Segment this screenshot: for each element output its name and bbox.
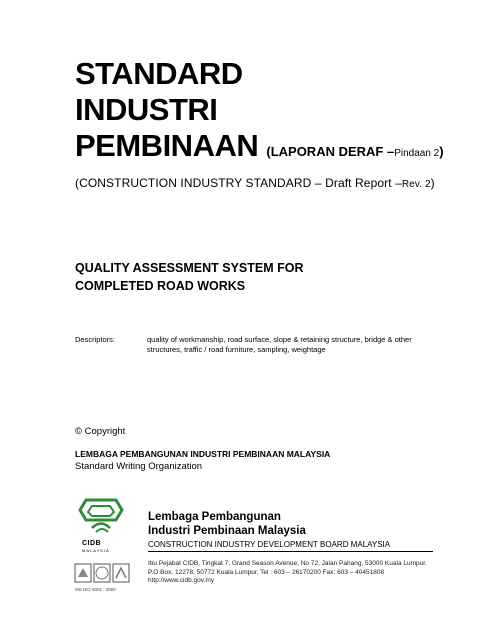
organization-role: Standard Writing Organization — [75, 461, 203, 472]
report-status — [266, 144, 443, 159]
copyright-line: © Copyright — [75, 426, 126, 437]
org-name-line-2: Industri Pembinaan Malaysia — [148, 525, 306, 537]
address-block — [148, 560, 438, 586]
certification-icon — [74, 563, 130, 593]
address-line-2: P.O Box. 12278, 50772 Kuala Lumpur, Tel : 603 – 26170200 Fax: 603 – 40451808 — [148, 568, 385, 576]
logo-country: MALAYSIA — [82, 548, 110, 553]
copyright-organization: LEMBAGA PEMBANGUNAN INDUSTRI PEMBINAAN MALAYSIA — [75, 449, 331, 459]
org-name-line-1: Lembaga Pembangunan — [148, 511, 281, 523]
descriptors-text: quality of workmanship, road surface, slope & retaining structure, bridge & other structures, traffic / road furniture, sampling, weightage — [147, 335, 412, 354]
document-title-line-1: QUALITY ASSESSMENT SYSTEM FOR — [75, 261, 304, 275]
address-line-1: Ibu Pejabat CIDB, Tingkat 7, Grand Season Avenue, No 72, Jalan Pahang, 53000 Kuala Lumpur. — [148, 560, 427, 567]
org-name-english: CONSTRUCTION INDUSTRY DEVELOPMENT BOARD MALAYSIA — [148, 540, 391, 549]
subtitle-revision: Rev. 2 — [401, 179, 431, 190]
cidb-logo-icon — [78, 498, 124, 540]
descriptors-label: Descriptors: — [75, 335, 116, 344]
subtitle-main: (CONSTRUCTION INDUSTRY STANDARD – Draft Report – — [75, 176, 402, 190]
report-revision: Pindaan 2 — [394, 148, 440, 159]
report-status-prefix: (LAPORAN DERAF – — [266, 144, 395, 159]
cidb-logo — [78, 498, 124, 546]
title-line-1: STANDARD — [75, 56, 243, 91]
english-subtitle — [75, 176, 435, 190]
cert-text: MS ISO 9001 : 2000 — [75, 587, 116, 592]
title-line-3 — [75, 130, 444, 170]
iso-certification-badge — [74, 563, 130, 593]
title-line-2: INDUSTRI — [75, 92, 218, 127]
report-status-suffix: ) — [439, 144, 444, 159]
document-title-line-2: COMPLETED ROAD WORKS — [75, 279, 246, 293]
subtitle-close: ) — [430, 176, 435, 190]
website-link[interactable]: http://www.cidb.gov.my — [148, 577, 214, 584]
title-line-3-text: PEMBINAAN — [75, 128, 259, 163]
logo-wordmark: CIDB — [82, 540, 102, 547]
footer-divider — [148, 551, 433, 552]
